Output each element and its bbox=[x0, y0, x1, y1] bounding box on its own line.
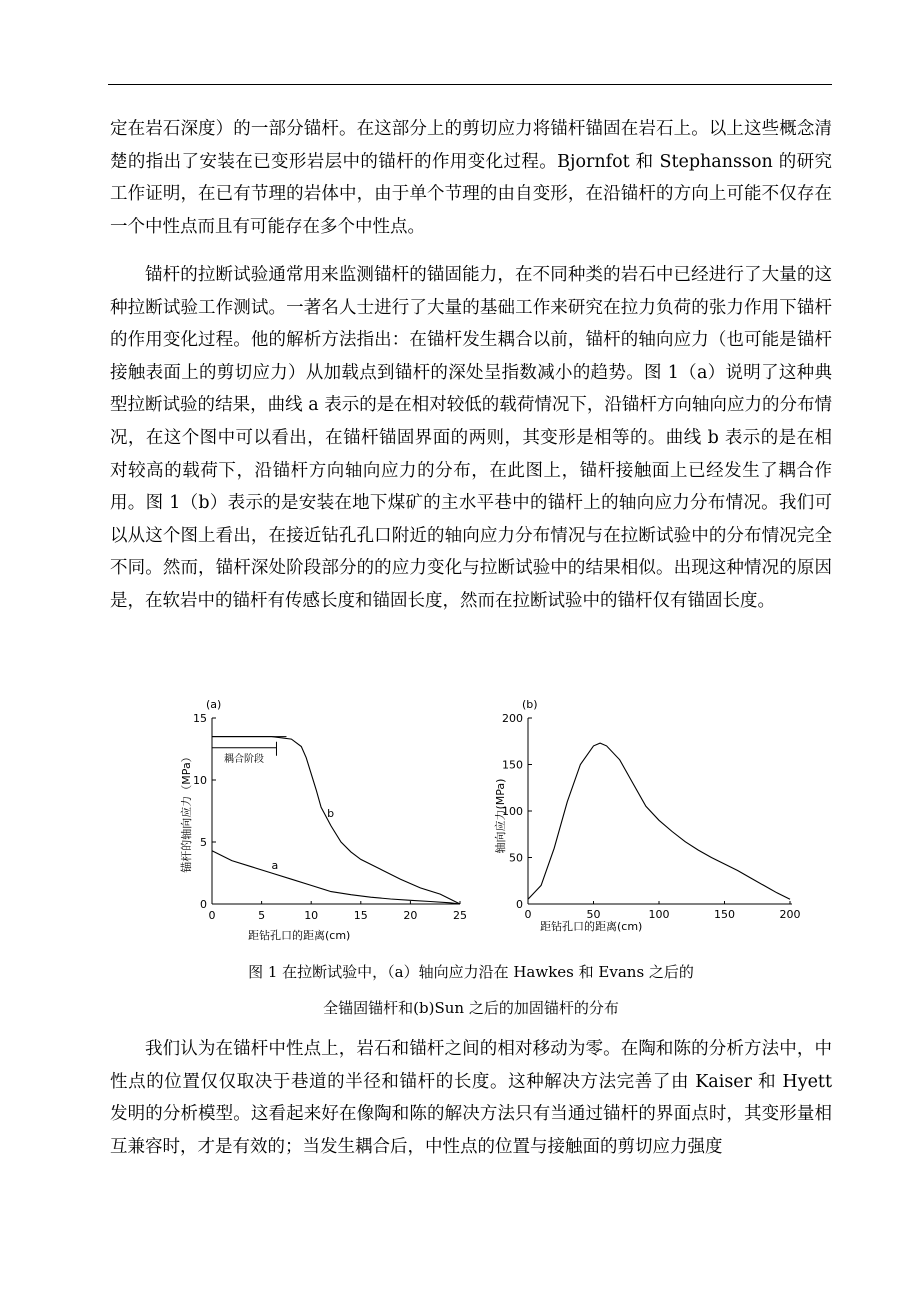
y-tick-label: 0 bbox=[516, 898, 523, 911]
figure-1-svg bbox=[170, 692, 810, 952]
figure-1 bbox=[170, 692, 810, 952]
x-tick-label: 0 bbox=[524, 908, 532, 921]
figure-caption-line-2: 全锚固锚杆和(b)Sun 之后的加固锚杆的分布 bbox=[323, 999, 619, 1017]
panel-b-ticks bbox=[502, 712, 801, 921]
paragraph-2: 锚杆的拉断试验通常用来监测锚杆的锚固能力，在不同种类的岩石中已经进行了大量的这种拉断试验工作测试。一著名人士进行了大量的基础工作来研究在拉力负荷的张力作用下锚杆的作用变化过程。他的解析方法指出：在锚杆发生耦合以前，锚杆的轴向应力（也可能是锚杆接触表面上的剪切应力）从加载点到锚杆的深处呈指数减小的趋势。图 1（a）说明了这种典型拉断试验的结果，曲线 a 表示的是在相对较低的载荷情况下，沿锚杆方向轴向应力的分布情况，在这个图中可以看出，在锚杆锚固界面的两则，其变形是相等的。曲线 b 表示的是在相对较高的载荷下，沿锚杆方向轴向应力的分布，在此图上，锚杆接触面上已经发生了耦合作用。图 1（b）表示的是安装在地下煤矿的主水平巷中的锚杆上的轴向应力分布情况。我们可以从这个图上看出，在接近钻孔孔口附近的轴向应力分布情况与在拉断试验中的分布情况完全不同。然而，锚杆深处阶段部分的的应力变化与拉断试验中的结果相似。出现这种情况的原因是，在软岩中的锚杆有传感长度和锚固长度，然而在拉断试验中的锚杆仅有锚固长度。 bbox=[110, 265, 832, 611]
series-a-line bbox=[212, 851, 460, 904]
series-a-label: a bbox=[271, 859, 279, 872]
axial-stress-line bbox=[528, 743, 790, 899]
y-tick-label: 50 bbox=[509, 851, 523, 865]
panel-a-annotation-group bbox=[212, 737, 286, 765]
y-tick-label: 10 bbox=[193, 774, 207, 787]
y-tick-label: 0 bbox=[200, 898, 207, 911]
x-tick-label: 0 bbox=[208, 909, 216, 922]
x-tick-label: 10 bbox=[304, 909, 319, 922]
series-b-label: b bbox=[327, 807, 335, 821]
figure-caption-line-1: 图 1 在拉断试验中，（a）轴向应力沿在 Hawkes 和 Evans 之后的 bbox=[248, 963, 694, 981]
coupling-stage-label: 耦合阶段 bbox=[224, 753, 264, 765]
paragraph-1: 定在岩石深度）的一部分锚杆。在这部分上的剪切应力将锚杆锚固在岩石上。以上这些概念清楚的指出了安装在已变形岩层中的锚杆的作用变化过程。Bjornfot 和 Stephansson 的研究工作证明，在已有节理的岩体中，由于单个节理的由自变形，在沿锚杆的方向上可能不仅存在一个中性点而且有可能存在多个中性点。 bbox=[110, 119, 832, 237]
chart-panel-a bbox=[179, 698, 467, 942]
header-rule bbox=[108, 84, 832, 85]
y-tick-label: 200 bbox=[502, 712, 523, 725]
y-tick-label: 150 bbox=[502, 758, 523, 772]
panel-b-label: (b) bbox=[522, 698, 538, 711]
x-tick-label: 50 bbox=[586, 908, 601, 921]
x-tick-label: 20 bbox=[403, 909, 418, 922]
x-tick-label: 15 bbox=[353, 909, 368, 922]
paragraph-3: 我们认为在锚杆中性点上，岩石和锚杆之间的相对移动为零。在陶和陈的分析方法中，中性点的位置仅仅取决于巷道的半径和锚杆的长度。这种解决方法完善了由 Kaiser 和 Hyett 发明的分析模型。这看起来好在像陶和陈的解决方法只有当通过锚杆的界面点时，其变形量相互兼容时，才是有效的；当发生耦合后，中性点的位置与接触面的剪切应力强度 bbox=[110, 1039, 832, 1157]
panel-b-y-axis-label: 轴向应力(MPa) bbox=[494, 778, 507, 854]
panel-a-y-axis-label: 锚杆的轴向应力（MPa） bbox=[180, 751, 193, 873]
panel-a-label: (a) bbox=[206, 698, 222, 711]
chart-panel-b bbox=[493, 698, 801, 933]
y-tick-label: 15 bbox=[193, 712, 207, 725]
x-tick-label: 100 bbox=[648, 908, 670, 921]
x-tick-label: 5 bbox=[258, 909, 266, 922]
x-tick-label: 150 bbox=[714, 908, 735, 921]
y-tick-label: 5 bbox=[200, 836, 207, 849]
x-tick-label: 200 bbox=[779, 908, 801, 921]
panel-b-x-axis-label: 距钻孔口的距离(cm) bbox=[540, 920, 643, 933]
y-tick-label: 100 bbox=[502, 805, 523, 818]
x-tick-label: 25 bbox=[453, 909, 467, 922]
panel-a-x-axis-label: 距钻孔口的距离(cm) bbox=[248, 929, 351, 942]
